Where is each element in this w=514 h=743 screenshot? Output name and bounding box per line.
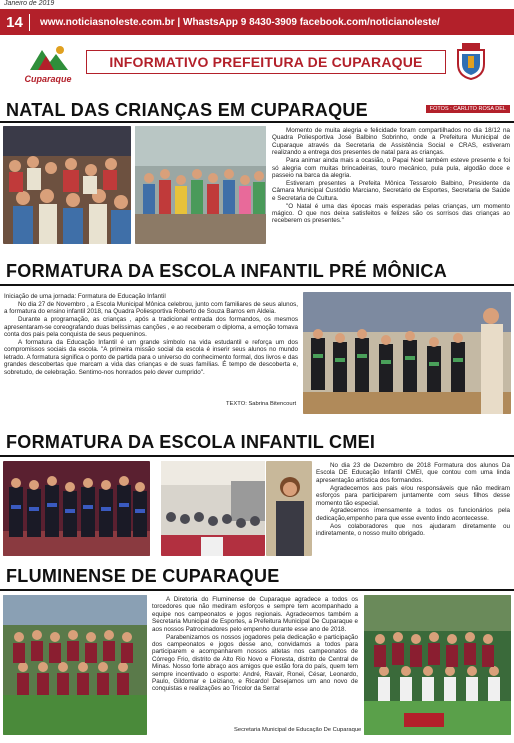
cmei-paragraph-1: No dia 23 de Dezembro de 2018 Formatura dos alunos Da Escola DE Educação Infantil CMEI, que contou com uma linda apresentação artística dos formandos. (316, 462, 510, 484)
masthead (0, 36, 514, 88)
cmei-paragraph-3: Agradecemos imensamente a todos os funcionários pela dedicação,empenho para que esse evento lindo acontecesse. (316, 507, 510, 522)
band-title: INFORMATIVO PREFEITURA DE CUPARAQUE (109, 54, 423, 70)
natal-body (272, 127, 510, 225)
cmei-paragraph-2: Agradecemos aos pais e/ou responsáveis que não mediram esforços para participarem juntamente com seus filhos desse momento tão especial. (316, 484, 510, 507)
fluminense-paragraph-1: A Diretoria do Fluminense de Cuparaque agradece a todos os torcedores que não mediram esforços e sempre tem acompanhado a equipe nos campeonatos e jogos regionais. Agradecemos também a Secretaria Municipal de Esportes, a Prefeitura Municipal De Cuparaque e aos nossos Patrocinadores pelo empenho durante esse ano de 2018. (152, 596, 358, 633)
cmei-paragraph-4: Aos colaboradores que nos ajudaram diretamente ou indiretamente, o nosso muito obrigado. (316, 522, 510, 538)
divider (0, 589, 514, 591)
logo-text: Cuparaque (24, 74, 72, 84)
monica-paragraph-2: No dia 27 de Novembro , a Escola Municipal Mônica celebrou, junto com familiares de seus alunos, a formatura do ensino infantil 2018, na Quadra Poliesportiva Roberto de Souza Barros em Aldeia. (4, 300, 298, 316)
contact-line: www.noticiasnoleste.com.br | WhastsApp 9 8430-3909 facebook.com/noticianoleste/ (40, 16, 440, 28)
monica-body (4, 293, 298, 376)
natal-paragraph-1: Momento de muita alegria e felicidade foram compartilhados no dia 18/12 na Quadra Poliesportiva José Balbino Sobrinho, onde a Prefeitura Municipal de Cuparaque através da Secretaria de Assistência Social e CRAS, estiveram realizando a entrega dos presentes de natal para as crianças. (272, 127, 510, 157)
fluminense-headline: FLUMINENSE DE CUPARAQUE (6, 566, 280, 586)
monica-paragraph-3: Durante a programação, as crianças , após a tradicional entrada dos formandos, os mesmos apresentaram-se coreografando duas belíssimas canções , e ao receberam o diploma, a emoção tomava conta dos pais pela conquista de seus pequeninos. (4, 316, 299, 339)
monica-headline: FORMATURA DA ESCOLA INFANTIL PRÉ MÔNICA (6, 261, 448, 281)
header-bar (0, 9, 514, 35)
monica-photo-graduates (303, 292, 511, 414)
natal-paragraph-3: Estiveram presentes a Prefeita Mônica Tessarolo Balbino, Presidente da Câmara Municipal Custódio Marciano, Secretário de Esportes, Secretaria de Saúde e Secretaria de Cultura. (272, 179, 510, 202)
cmei-photo-children (3, 461, 150, 556)
page-number: 14 (0, 14, 30, 31)
issue-date: Janeiro de 2019 (4, 0, 55, 7)
divider (0, 455, 514, 457)
divider (0, 121, 514, 123)
fluminense-body (152, 596, 358, 693)
natal-headline: NATAL DAS CRIANÇAS EM CUPARAQUE (6, 100, 368, 120)
cmei-photo-speaker (266, 461, 312, 556)
divider (0, 284, 514, 286)
fluminense-credit: Secretaria Municipal de Educação De Cuparaque (234, 727, 362, 733)
natal-photo-group (135, 126, 266, 244)
fluminense-paragraph-2: Parabenizamos os nossos jogadores pela dedicação e participação dos campeonatos e jogos desse ano, convidamos a todos para participarem e acompanharem nossos atletas nos campeonatos de Córrego Frio, distrito de Alto Rio Novo e Floresta, distrito de Central de Minas. Nosso forte abraço aos amigos que estão fora do país, quem tem sempre incentivado o esporte: André, Ravair, Ronei, César, Leonardo, Paulo, Gildomar e Leiziano, e Ricardo! Desejamos um ano novo de conquistas e realizações ao Tricolor da Serra! (152, 633, 358, 693)
natal-paragraph-4: "O Natal é uma das épocas mais esperadas pelas crianças, um momento mágico. O que nos deixa satisfeitos e felizes são os sorrisos das crianças ao receberem os presentes." (272, 202, 510, 225)
cuparaque-logo (16, 40, 80, 84)
fluminense-photo-team-1 (3, 595, 147, 735)
natal-photo-crowd (3, 126, 131, 244)
cmei-body (316, 462, 510, 538)
monica-text-credit: TEXTO: Sabrina Bitencourt (226, 401, 297, 407)
monica-paragraph-1: Iniciação de uma jornada: Formatura de Educação Infantil (4, 293, 166, 300)
prefeitura-band (86, 50, 446, 74)
cmei-headline: FORMATURA DA ESCOLA INFANTIL CMEI (6, 432, 376, 452)
monica-paragraph-4: A formatura da Educação Infantil é um grande símbolo na vida estudantil e reforça um dos compromissos sociais da escola. "A primeira missão social da escola é inserir seus alunos no mundo letrado. A formatura significa o ponto de partida para o universo do conhecimento formal, dos livros e das grandes descobertas que marcam a vida das crianças e de suas famílias. É tempo de descoberta e, sobretudo, de celebração. Sentimo-nos honrados pelo dever cumprido". (4, 338, 298, 376)
natal-paragraph-2: Para animar ainda mais a ocasião, o Papai Noel também esteve presente e foi só alegria com muitas brincadeiras, touro mecânico, pula pula, algodão doce e passeio na barca da alegria. (272, 157, 510, 179)
city-crest-icon (454, 42, 488, 80)
cmei-photo-hall (161, 461, 265, 556)
photo-credit-badge: FOTOS : CARLITO ROSA DEL (426, 105, 510, 113)
fluminense-photo-team-2 (364, 595, 511, 735)
